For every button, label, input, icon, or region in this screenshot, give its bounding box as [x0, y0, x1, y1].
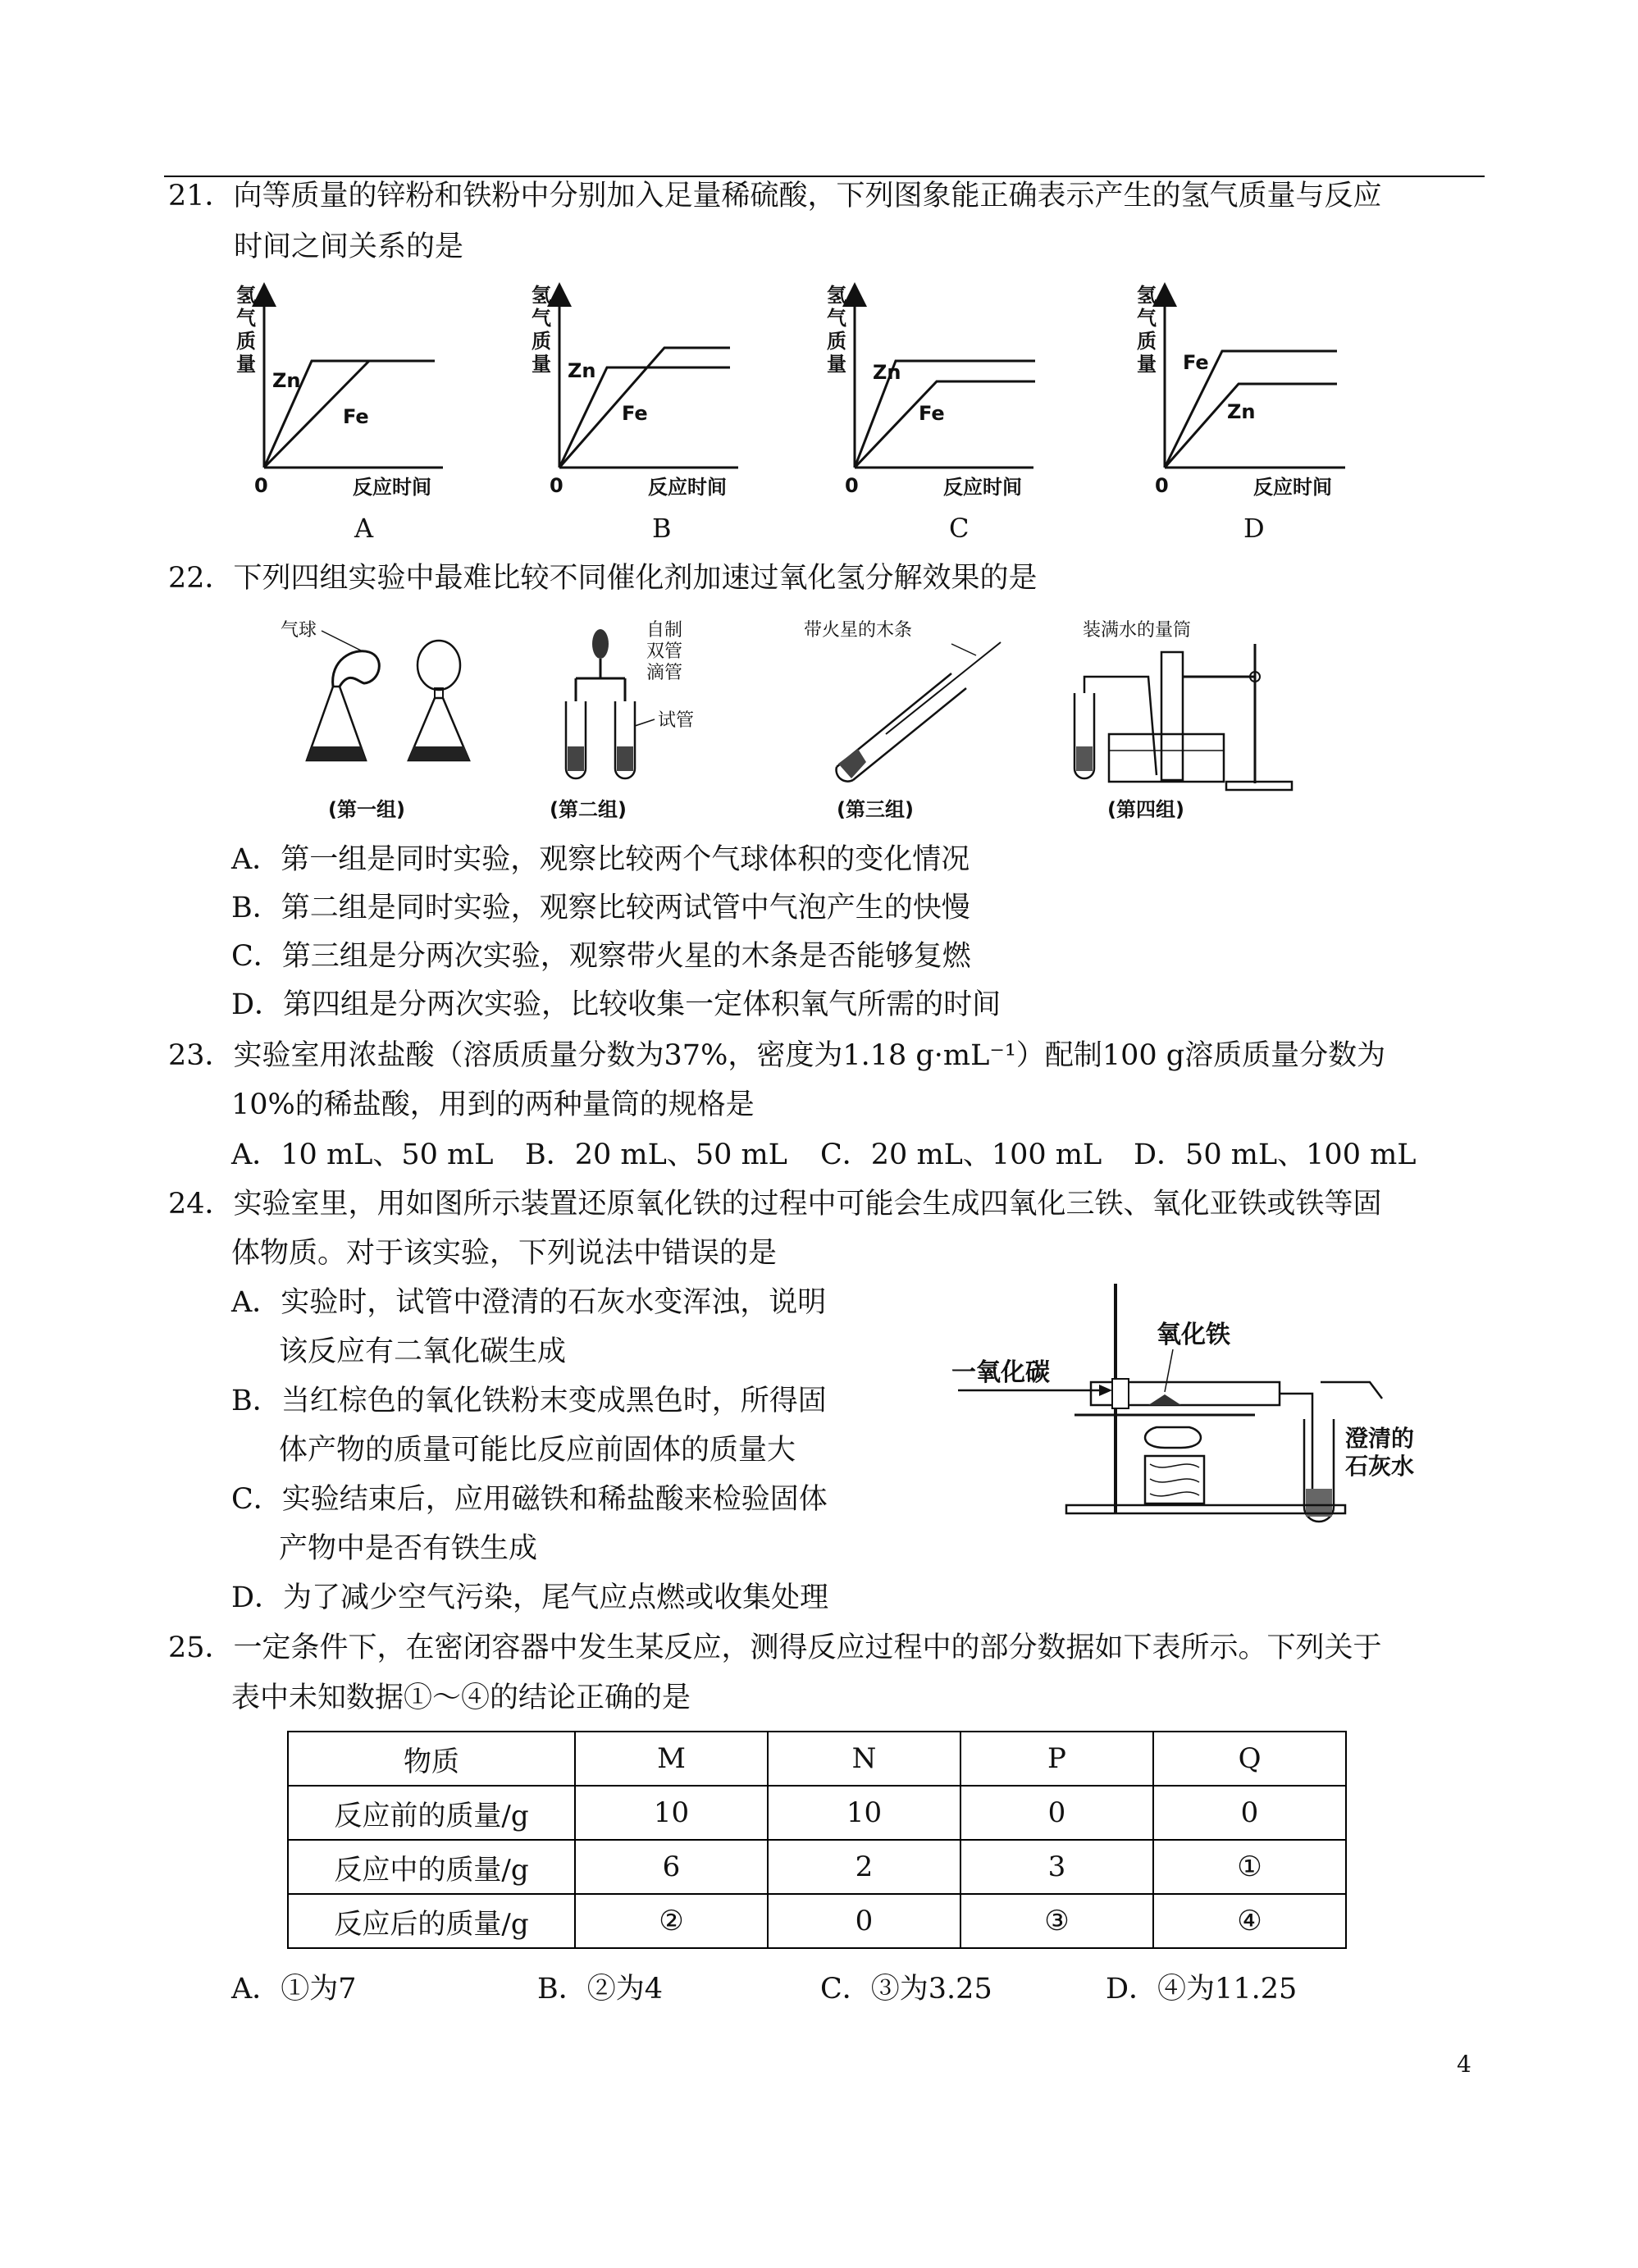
svg-text:气: 气	[532, 307, 551, 330]
svg-text:试管: 试管	[658, 710, 695, 731]
svg-text:0: 0	[254, 474, 268, 497]
svg-text:Fe: Fe	[343, 405, 369, 428]
table-row: 反应中的质量/g 6 2 3 ①	[288, 1840, 1346, 1894]
svg-text:滴管: 滴管	[646, 663, 683, 683]
q25-option-b: B．②为4	[537, 1973, 663, 2006]
q23-option-a: A．10 mL、50 mL	[231, 1139, 494, 1171]
svg-text:氢: 氢	[1137, 284, 1157, 307]
option-label-a: A	[354, 513, 374, 544]
y-label-3: 质	[236, 330, 256, 353]
svg-text:气: 气	[1137, 307, 1157, 330]
q24-option-a-line2: 该反应有二氧化碳生成	[279, 1335, 567, 1368]
q22-figure-group4	[1058, 611, 1329, 844]
q24-stem-line1: 24．实验室里，用如图所示装置还原氧化铁的过程中可能会生成四氧化三铁、氧化亚铁或铁等固	[168, 1188, 1382, 1221]
q21-graph-d	[1116, 279, 1370, 508]
q22-figure-group2	[541, 611, 738, 844]
q22-figure-group3	[787, 611, 1025, 844]
q22-option-b: B．第二组是同时实验，观察比较两试管中气泡产生的快慢	[231, 892, 970, 924]
svg-text:氧化铁: 氧化铁	[1157, 1321, 1230, 1349]
svg-text:反应时间: 反应时间	[1253, 476, 1332, 499]
svg-text:氢: 氢	[532, 284, 551, 307]
q25-stem-line1: 25．一定条件下，在密闭容器中发生某反应，测得反应过程中的部分数据如下表所示。下列关于	[168, 1631, 1382, 1664]
svg-text:量: 量	[827, 353, 846, 376]
table-row: 反应前的质量/g 10 10 0 0	[288, 1786, 1346, 1840]
svg-text:气: 气	[827, 307, 846, 330]
q22-option-c: C．第三组是分两次实验，观察带火星的木条是否能够复燃	[231, 940, 971, 973]
svg-text:(第二组): (第二组)	[550, 798, 627, 821]
y-label-1: 氢	[236, 284, 256, 307]
svg-text:0: 0	[1155, 474, 1169, 497]
svg-text:一氧化碳: 一氧化碳	[951, 1358, 1050, 1387]
svg-text:质: 质	[532, 330, 551, 353]
q23-stem-line1: 23．实验室用浓盐酸（溶质质量分数为37%，密度为1.18 g·mL⁻¹）配制100 g溶质质量分数为	[168, 1039, 1386, 1072]
svg-text:Zn: Zn	[272, 369, 301, 392]
q23-option-c: C．20 mL、100 mL	[820, 1139, 1102, 1171]
svg-text:澄清的: 澄清的	[1345, 1425, 1415, 1452]
q24-option-b-line1: B．当红棕色的氧化铁粉末变成黑色时，所得固	[231, 1385, 827, 1417]
svg-text:气球: 气球	[281, 620, 317, 641]
svg-text:质: 质	[827, 330, 846, 353]
q21-stem-line2: 时间之间关系的是	[234, 230, 464, 263]
svg-text:Zn: Zn	[873, 361, 901, 384]
q25-data-table	[287, 1731, 1347, 1949]
option-label-c: C	[949, 513, 970, 544]
q25-option-d: D．④为11.25	[1106, 1973, 1298, 2006]
x-label: 反应时间	[353, 476, 431, 499]
svg-text:氢: 氢	[827, 284, 846, 307]
svg-text:质: 质	[1137, 330, 1157, 353]
q23-option-b: B．20 mL、50 mL	[525, 1139, 787, 1171]
q22-stem: 22．下列四组实验中最难比较不同催化剂加速过氧化氢分解效果的是	[168, 562, 1038, 595]
q24-option-c-line2: 产物中是否有铁生成	[279, 1532, 538, 1565]
svg-text:Fe: Fe	[1183, 351, 1209, 374]
svg-text:装满水的量筒: 装满水的量筒	[1083, 620, 1192, 641]
table-header-row: 物质 M N P Q	[288, 1732, 1346, 1786]
option-label-b: B	[652, 513, 672, 544]
q23-stem-line2: 10%的稀盐酸，用到的两种量筒的规格是	[231, 1088, 755, 1121]
svg-text:反应时间: 反应时间	[648, 476, 727, 499]
svg-text:Fe: Fe	[919, 402, 945, 425]
svg-text:(第一组): (第一组)	[328, 798, 405, 821]
header-rule	[164, 176, 1485, 177]
svg-text:Zn: Zn	[568, 359, 596, 382]
svg-text:(第三组): (第三组)	[837, 798, 914, 821]
q22-figure-group1	[271, 611, 509, 844]
svg-text:自制: 自制	[646, 620, 683, 641]
q24-option-b-line2: 体产物的质量可能比反应前固体的质量大	[279, 1434, 796, 1467]
q24-apparatus-figure	[951, 1284, 1452, 1537]
q21-graph-c	[820, 279, 1066, 508]
svg-text:量: 量	[532, 353, 551, 376]
svg-text:石灰水: 石灰水	[1345, 1453, 1415, 1480]
svg-text:0: 0	[550, 474, 563, 497]
svg-text:0: 0	[845, 474, 859, 497]
y-label-4: 量	[236, 353, 256, 376]
svg-text:(第四组): (第四组)	[1107, 798, 1184, 821]
q24-stem-line2: 体物质。对于该实验，下列说法中错误的是	[231, 1237, 778, 1270]
q24-option-a-line1: A．实验时，试管中澄清的石灰水变浑浊，说明	[231, 1286, 827, 1319]
svg-text:量: 量	[1137, 353, 1157, 376]
q24-option-d: D．为了减少空气污染，尾气应点燃或收集处理	[231, 1581, 829, 1614]
q24-option-c-line1: C．实验结束后，应用磁铁和稀盐酸来检验固体	[231, 1483, 828, 1516]
svg-text:Zn: Zn	[1227, 400, 1256, 423]
svg-text:反应时间: 反应时间	[943, 476, 1022, 499]
q22-option-a: A．第一组是同时实验，观察比较两个气球体积的变化情况	[231, 843, 970, 876]
svg-text:带火星的木条: 带火星的木条	[804, 620, 913, 641]
table-row: 反应后的质量/g ② 0 ③ ④	[288, 1894, 1346, 1948]
q25-option-a: A．①为7	[231, 1973, 357, 2006]
q21-graph-a	[230, 279, 476, 508]
q21-stem-line1: 21．向等质量的锌粉和铁粉中分别加入足量稀硫酸，下列图象能正确表示产生的氢气质量与反应	[168, 180, 1382, 212]
q25-stem-line2: 表中未知数据①～④的结论正确的是	[231, 1682, 691, 1714]
svg-text:Fe: Fe	[622, 402, 648, 425]
q22-option-d: D．第四组是分两次实验，比较收集一定体积氧气所需的时间	[231, 988, 1002, 1021]
q25-option-c: C．③为3.25	[820, 1973, 992, 2006]
option-label-d: D	[1243, 513, 1265, 544]
q23-option-d: D．50 mL、100 mL	[1134, 1139, 1417, 1171]
q21-graph-b	[525, 279, 771, 508]
y-label-2: 气	[236, 307, 256, 330]
page-number: 4	[1457, 2051, 1471, 2078]
svg-text:双管: 双管	[646, 641, 683, 662]
